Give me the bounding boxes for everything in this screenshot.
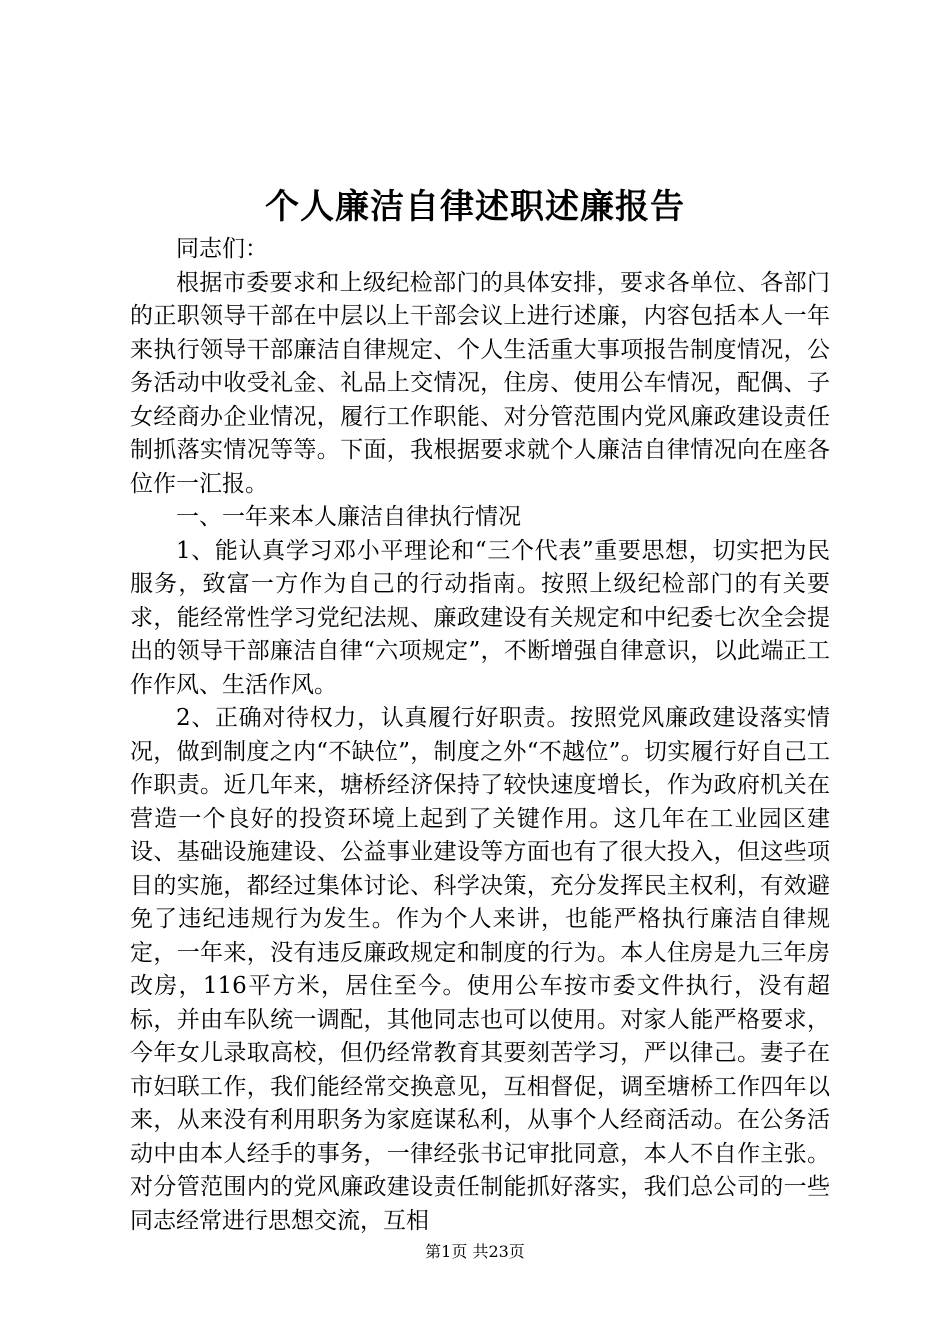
paragraph-intro: 根据市委要求和上级纪检部门的具体安排，要求各单位、各部门的正职领导干部在中层以上干部会议上进行述廉，内容包括本人一年来执行领导干部廉洁自律规定、个人生活重大事项报告制度情况，公务活动中收受礼金、礼品上交情况，住房、使用公车情况，配偶、子女经商办企业情况，履行工作职能、对分管范围内党风廉政建设责任制抓落实情况等等。下面，我根据要求就个人廉洁自律情况向在座各位作一汇报。 [130, 269, 830, 497]
document-body [130, 233, 830, 1238]
section-heading: 一、一年来本人廉洁自律执行情况 [176, 504, 521, 530]
page-footer: 第1页 共23页 [425, 1242, 525, 1261]
greeting: 同志们： [176, 236, 268, 262]
paragraph-point-1: 1、能认真学习邓小平理论和“三个代表”重要思想，切实把为民服务，致富一方作为自己的行动指南。按照上级纪检部门的有关要求，能经常性学习党纪法规、廉政建设有关规定和中纪委七次全会提出的领导干部廉洁自律“六项规定”，不断增强自律意识，以此端正工作作风、生活作风。 [130, 537, 830, 698]
document-title: 个人廉洁自律述职述廉报告 [265, 187, 685, 227]
paragraph-point-2: 2、正确对待权力，认真履行好职责。按照党风廉政建设落实情况，做到制度之内“不缺位”，制度之外“不越位”。切实履行好自己工作职责。近几年来，塘桥经济保持了较快速度增长，作为政府机关在营造一个良好的投资环境上起到了关键作用。这几年在工业园区建设、基础设施建设、公益事业建设等方面也有了很大投入，但这些项目的实施，都经过集体讨论、科学决策，充分发挥民主权利，有效避免了违纪违规行为发生。作为个人来讲，也能严格执行廉洁自律规定，一年来，没有违反廉政规定和制度的行为。本人住房是九三年房改房，116平方米，居住至今。使用公车按市委文件执行，没有超标，并由车队统一调配，其他同志也可以使用。对家人能严格要求，今年女儿录取高校，但仍经常教育其要刻苦学习，严以律己。妻子在市妇联工作，我们能经常交换意见，互相督促，调至塘桥工作四年以来，从来没有利用职务为家庭谋私利，从事个人经商活动。在公务活动中由本人经手的事务，一律经张书记审批同意，本人不自作主张。对分管范围内的党风廉政建设责任制能抓好落实，我们总公司的一些同志经常进行思想交流，互相 [130, 705, 830, 1234]
